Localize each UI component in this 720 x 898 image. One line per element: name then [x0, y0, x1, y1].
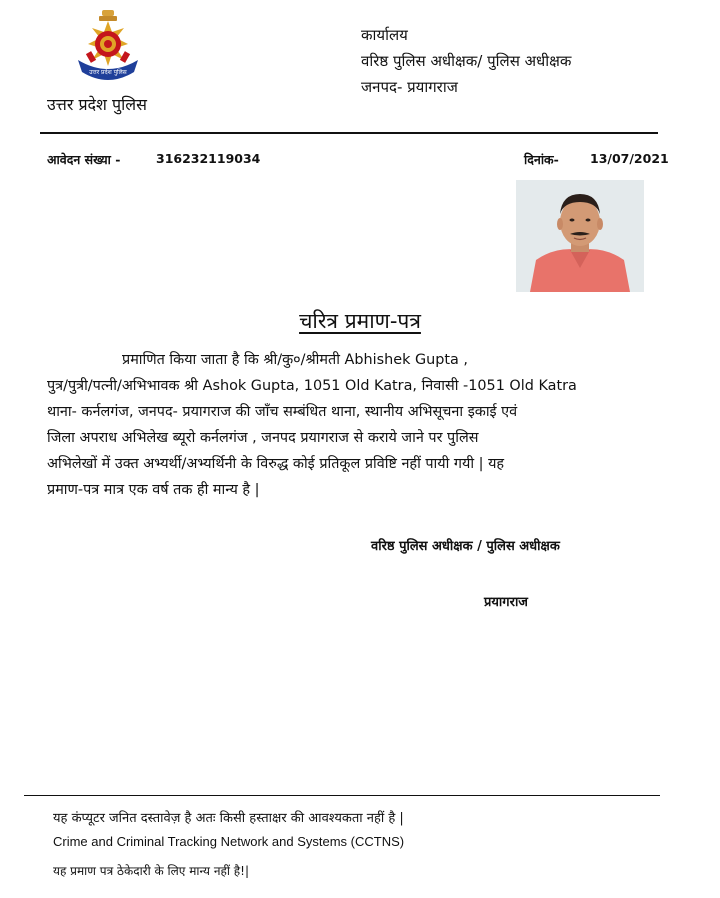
up-police-emblem — [72, 8, 144, 92]
office-address-block — [361, 22, 571, 100]
footer-note-computer-generated: यह कंप्यूटर जनित दस्तावेज़ है अतः किसी हस्ताक्षर की आवश्यकता नहीं है | — [53, 811, 404, 826]
office-line: वरिष्ठ पुलिस अधीक्षक/ पुलिस अधीक्षक — [361, 52, 572, 70]
certificate-body-line: प्रमाणित किया जाता है कि श्री/कु०/श्रीमती Abhishek Gupta , — [122, 352, 469, 368]
certificate-body-line: जिला अपराध अभिलेख ब्यूरो कर्नलगंज , जनपद प्रयागराज से कराये जाने पर पुलिस — [47, 430, 479, 446]
signatory-designation: वरिष्ठ पुलिस अधीक्षक / पुलिस अधीक्षक — [371, 539, 560, 554]
certificate-title — [0, 307, 720, 335]
footer-note-validity: यह प्रमाण पत्र ठेकेदारी के लिए मान्य नहीं है!| — [53, 864, 250, 878]
certificate-title-text: चरित्र प्रमाण-पत्र — [299, 309, 421, 333]
application-number-label: आवेदन संख्या - — [47, 152, 121, 167]
office-line: जनपद- प्रयागराज — [361, 78, 458, 96]
person-photo-icon — [516, 180, 644, 292]
certificate-body-line: अभिलेखों में उक्त अभ्यर्थी/अभ्यर्थिनी के विरुद्ध कोई प्रतिकूल प्रविष्टि नहीं पायी गयी | यह — [47, 456, 505, 472]
signatory-place: प्रयागराज — [484, 595, 528, 610]
date-value: 13/07/2021 — [590, 151, 669, 166]
applicant-photo — [516, 180, 644, 292]
footer-note-cctns: Crime and Criminal Tracking Network and Systems (CCTNS) — [53, 834, 405, 849]
emblem-ribbon-text: उत्तर प्रदेश पुलिस — [89, 69, 127, 76]
certificate-body-line: पुत्र/पुत्री/पत्नी/अभिभावक श्री Ashok Gupta, 1051 Old Katra, निवासी -1051 Old Katra — [47, 378, 577, 394]
org-name: उत्तर प्रदेश पुलिस — [47, 95, 147, 114]
certificate-body-line: थाना- कर्नलगंज, जनपद- प्रयागराज की जाँच सम्बंधित थाना, स्थानीय अभिसूचना इकाई एवं — [47, 404, 518, 420]
date-label: दिनांक- — [524, 152, 559, 167]
application-number-value: 316232119034 — [156, 151, 261, 166]
office-line: कार्यालय — [361, 26, 408, 44]
certificate-body-line: प्रमाण-पत्र मात्र एक वर्ष तक ही मान्य है | — [47, 482, 260, 498]
emblem-icon — [72, 8, 144, 92]
footer-divider — [24, 795, 660, 796]
header-divider — [40, 132, 658, 134]
